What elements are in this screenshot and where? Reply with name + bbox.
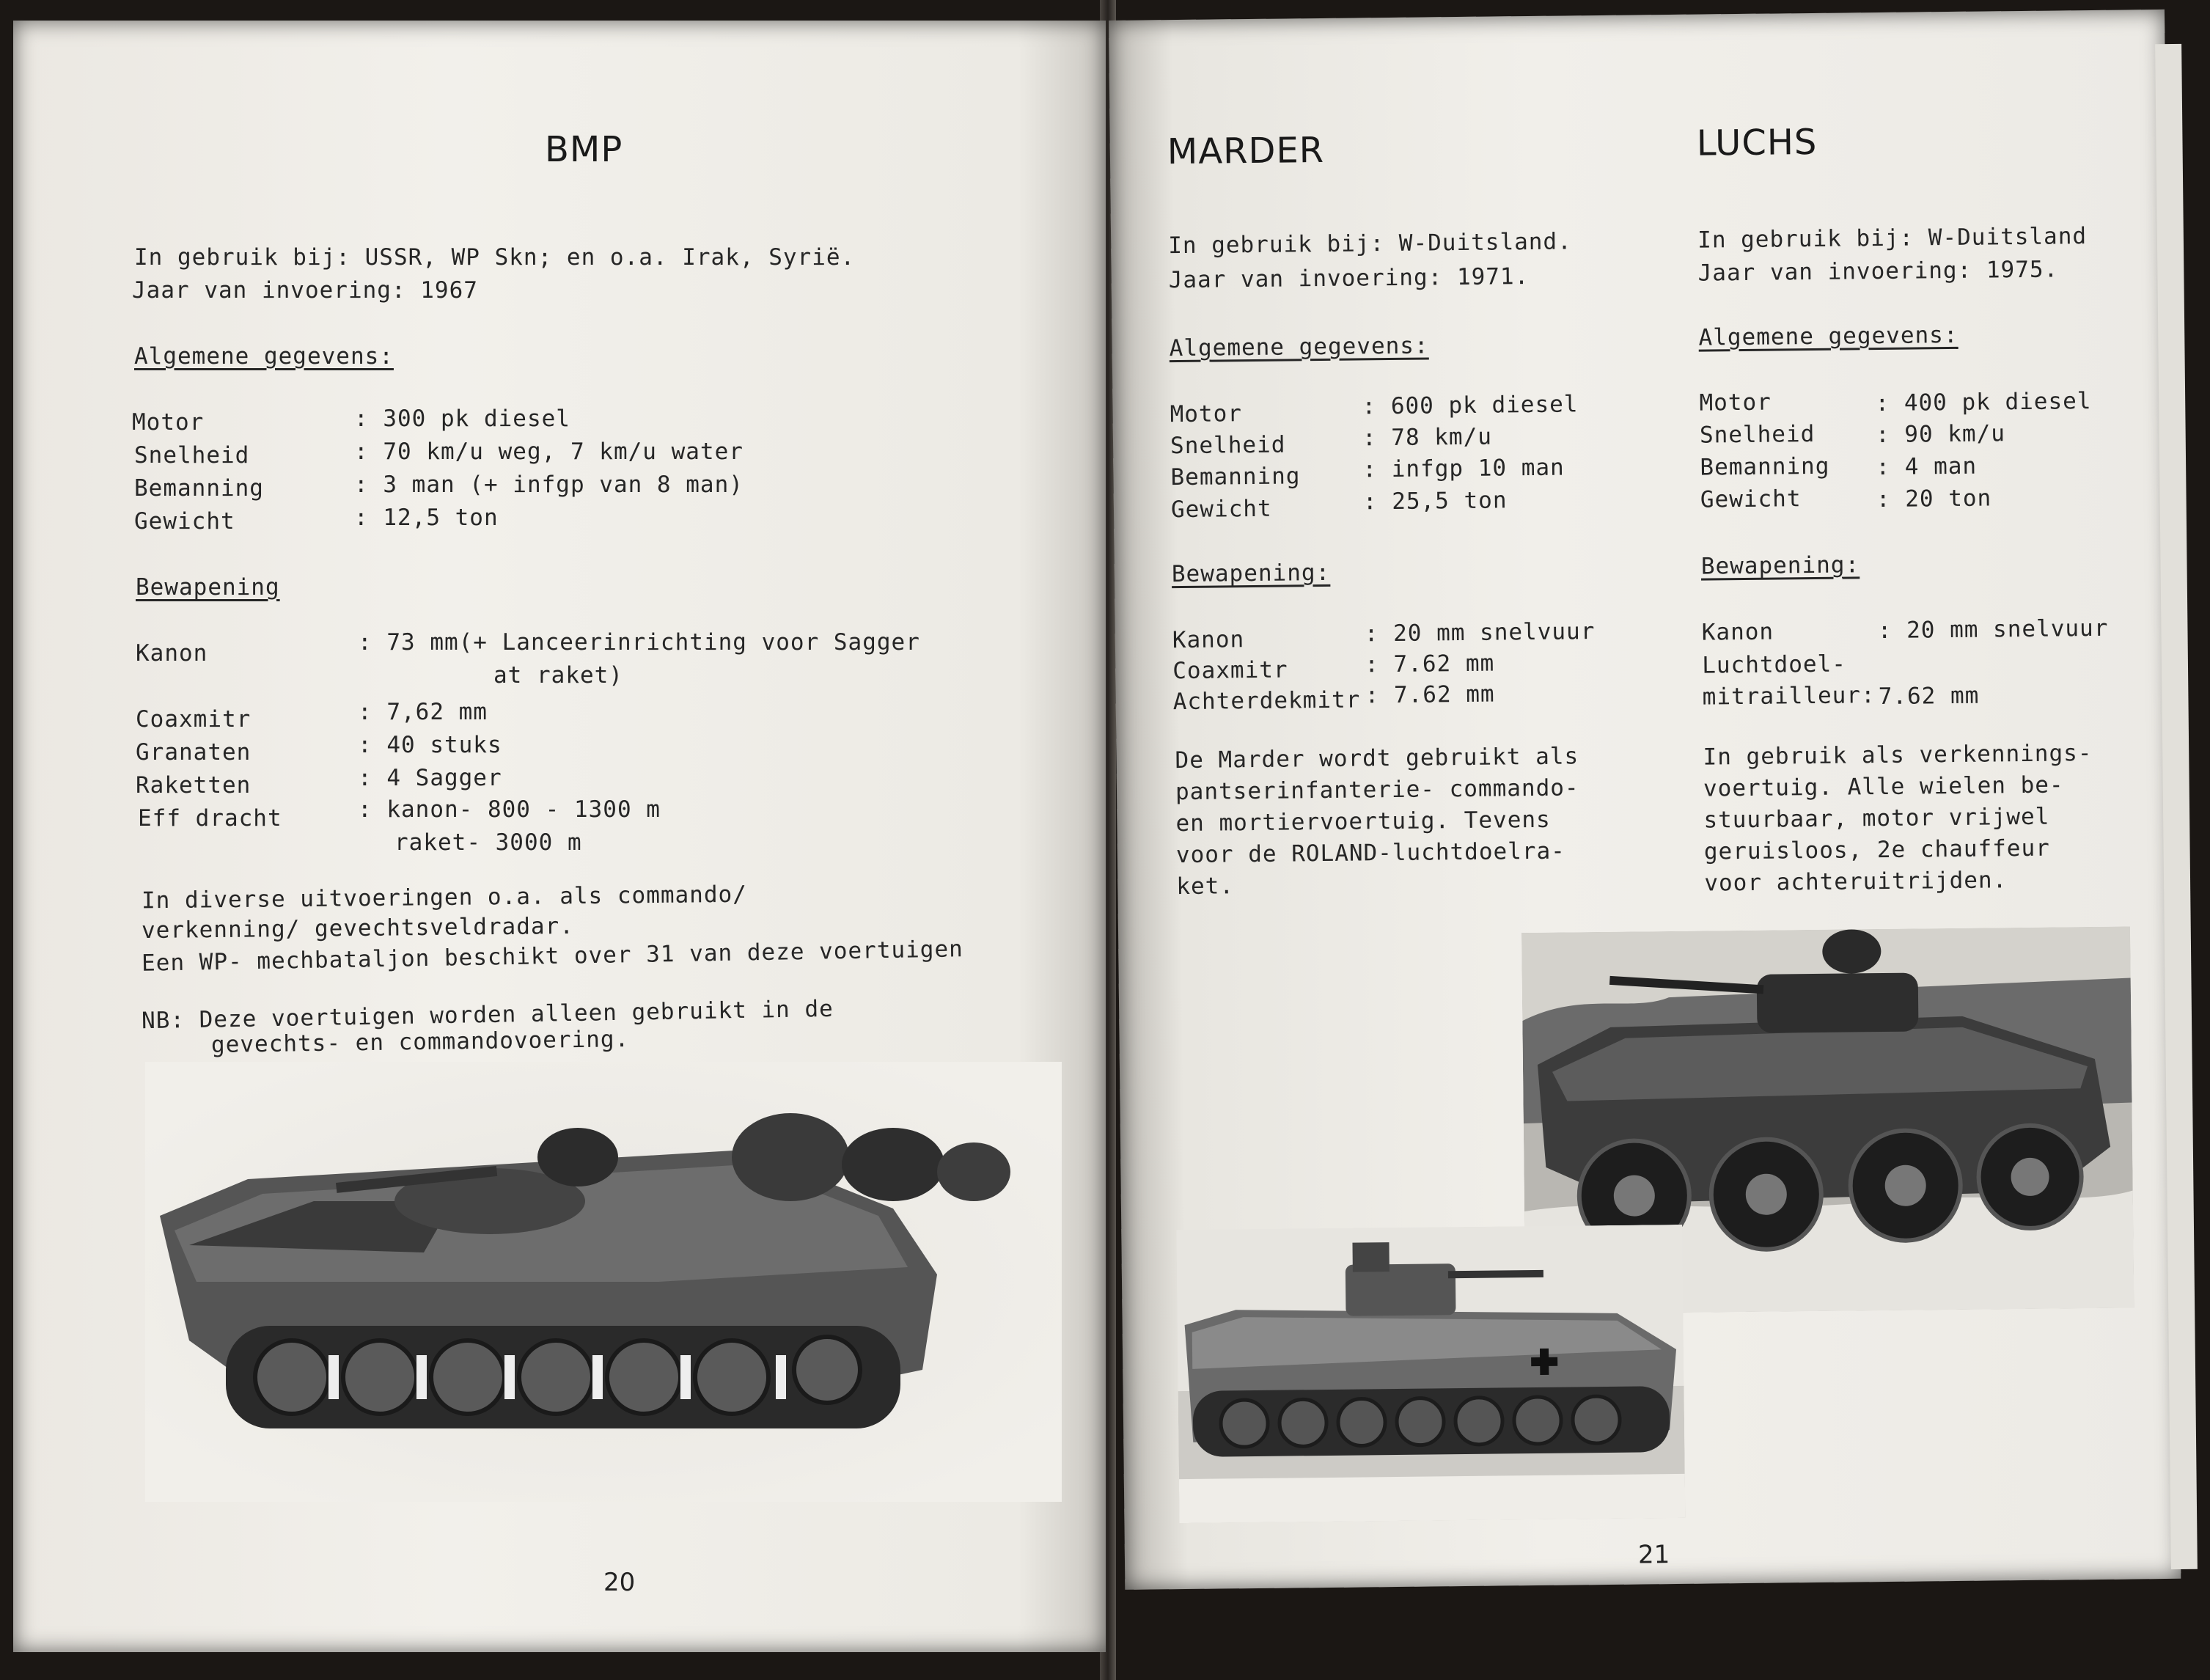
marder-spec-value: : infgp 10 man [1362,454,1565,483]
bmp-arm-value: : 7,62 mm [358,699,488,725]
bmp-spec-label: Bemanning [134,475,264,502]
bmp-arm-value: : 4 Sagger [358,765,502,791]
marder-desc-line: ket. [1176,873,1235,900]
luchs-intro-line-1: In gebruik bij: W-Duitsland [1697,223,2088,254]
bmp-arm-label: Kanon [136,640,208,667]
luchs-arm-value: 7.62 mm [1878,682,1980,711]
marder-arm-value: : 7.62 mm [1365,681,1495,709]
bmp-note-line: NB: Deze voertuigen worden alleen gebruikt in de [141,995,834,1035]
luchs-desc-line: geruisloos, 2e chauffeur [1703,835,2051,865]
marder-arm-value: : 7.62 mm [1365,650,1495,678]
bmp-arm-value: : kanon- 800 - 1300 m [358,796,661,823]
marder-intro-line-1: In gebruik bij: W-Duitsland. [1168,228,1572,260]
luchs-title: LUCHS [1696,121,1818,164]
marder-arm-label: Coaxmitr [1172,656,1288,685]
marder-arm-label: Kanon [1172,626,1245,654]
luchs-spec-value: : 4 man [1876,452,1978,481]
right-page [1109,10,2181,1590]
page-number-left: 20 [603,1568,636,1597]
bmp-arm-label: Coaxmitr [136,706,252,733]
luchs-armament-heading: Bewapening: [1700,551,1860,580]
luchs-spec-label: Motor [1699,389,1772,417]
bmp-intro-line-2: Jaar van invoering: 1967 [132,277,478,304]
bmp-spec-label: Gewicht [134,508,235,535]
bmp-note-line: verkenning/ gevechtsveldradar. [141,912,575,944]
marder-spec-value: : 78 km/u [1362,423,1493,452]
bmp-intro-line-1: In gebruik bij: USSR, WP Skn; en o.a. Irak, Syrië. [134,244,856,271]
marder-spec-label: Gewicht [1170,495,1272,524]
bmp-spec-label: Snelheid [134,442,250,469]
bmp-spec-value: : 300 pk diesel [354,406,570,432]
bmp-spec-value: : 12,5 ton [354,505,499,531]
marder-photo [1176,1225,1685,1523]
bmp-general-heading: Algemene gegevens: [134,343,394,370]
luchs-arm-value: : 20 mm snelvuur [1877,615,2109,645]
marder-spec-label: Bemanning [1170,463,1301,491]
bmp-arm-value: : 73 mm(+ Lanceerinrichting voor Sagger [358,629,920,656]
marder-arm-label: Achterdekmitr [1172,686,1361,716]
marder-intro-line-2: Jaar van invoering: 1971. [1168,263,1530,294]
luchs-desc-line: In gebruik als verkennings- [1703,740,2093,771]
bmp-armament-heading: Bewapening [136,574,280,601]
marder-spec-value: : 25,5 ton [1362,487,1508,516]
luchs-intro-line-2: Jaar van invoering: 1975. [1697,256,2059,287]
luchs-spec-label: Snelheid [1699,420,1816,449]
bmp-arm-value-cont: at raket) [493,662,623,689]
luchs-general-heading: Algemene gegevens: [1698,321,1958,351]
bmp-photo [145,1062,1062,1502]
luchs-spec-value: : 400 pk diesel [1875,387,2092,417]
luchs-desc-line: voertuig. Alle wielen be- [1703,771,2064,802]
marder-spec-value: : 600 pk diesel [1362,391,1579,420]
bmp-spec-value: : 3 man (+ infgp van 8 man) [354,472,744,498]
page-number-right: 21 [1637,1540,1670,1570]
marder-title: MARDER [1167,129,1325,173]
marder-desc-line: en mortiervoertuig. Tevens [1175,806,1551,837]
luchs-spec-label: Gewicht [1700,485,1802,513]
marder-desc-line: De Marder wordt gebruikt als [1175,743,1579,774]
bmp-arm-value-cont: raket- 3000 m [394,829,582,856]
luchs-arm-label: Luchtdoel- [1702,650,1847,679]
luchs-desc-line: stuurbaar, motor vrijwel [1703,803,2050,834]
marder-arm-value: : 20 mm snelvuur [1364,618,1596,648]
marder-general-heading: Algemene gegevens: [1169,332,1429,362]
bmp-note-line: In diverse uitvoeringen o.a. als commando/ [141,881,748,914]
marder-spec-label: Snelheid [1170,431,1286,460]
luchs-arm-label: mitrailleur: [1702,682,1876,711]
marder-desc-line: pantserinfanterie- commando- [1175,774,1579,806]
bmp-title: BMP [545,129,623,170]
luchs-spec-value: : 20 ton [1876,485,1992,513]
luchs-spec-label: Bemanning [1700,452,1830,481]
bmp-note-line: Een WP- mechbataljon beschikt over 31 van deze voertuigen [141,936,964,977]
marder-desc-line: voor de ROLAND-luchtdoelra- [1175,837,1566,869]
bmp-spec-value: : 70 km/u weg, 7 km/u water [354,439,744,465]
marder-spec-label: Motor [1170,400,1243,428]
left-page [13,21,1106,1652]
marder-armament-heading: Bewapening: [1171,559,1331,588]
bmp-arm-value: : 40 stuks [358,732,502,758]
luchs-spec-value: : 90 km/u [1875,420,2006,449]
luchs-desc-line: voor achteruitrijden. [1704,867,2008,897]
bmp-arm-label: Granaten [136,739,252,766]
bmp-arm-label: Raketten [136,772,252,799]
luchs-arm-label: Kanon [1701,618,1774,646]
bmp-note-line: gevechts- en commandovoering. [210,1026,630,1058]
bmp-arm-label: Eff dracht [138,805,282,832]
bmp-spec-label: Motor [132,409,205,436]
